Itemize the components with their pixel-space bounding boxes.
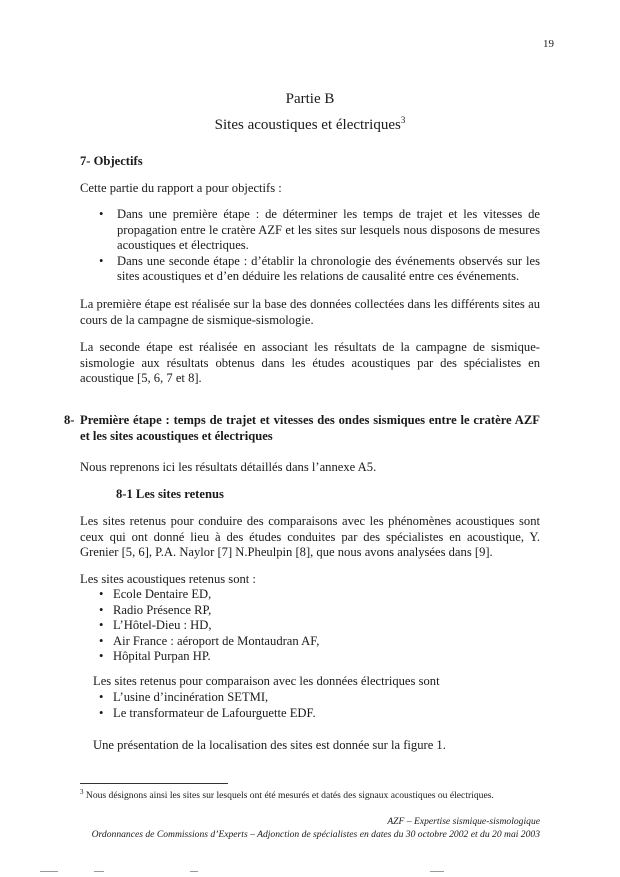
list-item <box>95 649 515 665</box>
bullet-icon: • <box>99 690 104 704</box>
part-title: Partie B <box>285 91 335 107</box>
acoustic-sites-intro: Les sites acoustiques retenus sont : <box>80 572 256 586</box>
list-item <box>95 603 515 619</box>
page-number: 19 <box>543 38 554 50</box>
list-item <box>95 706 515 722</box>
site-name: Le transformateur de Lafourguette EDF. <box>113 705 316 720</box>
footnote-mark: 3 <box>80 787 84 796</box>
site-name: L’usine d’incinération SETMI, <box>113 690 269 704</box>
bullet-icon: • <box>99 602 104 617</box>
section-8-heading <box>64 413 540 444</box>
objective-text: Dans une première étape : de déterminer les temps de trajet et les vitesses de propagation entre le cratère AZF et les sites sur lesquels nous disposons de mesures acoustiques et électriques. <box>117 207 540 252</box>
scan-artifact <box>94 871 104 872</box>
figure-reference-sentence: Une présentation de la localisation des sites est donnée sur la figure 1. <box>93 738 446 752</box>
section-7-intro: Cette partie du rapport a pour objectifs : <box>80 181 282 195</box>
footnote <box>80 787 494 802</box>
site-name: Ecole Dentaire ED, <box>113 587 212 601</box>
list-item <box>95 207 540 254</box>
section-7-heading: 7- Objectifs <box>80 154 143 168</box>
footnote-reference[interactable]: 3 <box>400 115 406 125</box>
scan-artifact <box>40 871 58 872</box>
section-7-paragraph-2: La seconde étape est réalisée en associant les résultats de la campagne de sismique-sismologie aux résultats obtenus dans les études acoustiques par des spécialistes en acoustique [5, 6, 7 et 8]. <box>80 340 540 385</box>
section-8-paragraph: Les sites retenus pour conduire des comparaisons avec les phénomènes acoustiques sont ceux qui ont donné lieu à des études conduites par des spécialistes en acoustique, Y. Grenier [5, 6], P.A. Naylor [7] N.Pheulpin [8], que nous avons analysées dans [9]. <box>80 514 540 559</box>
section-7-paragraph-1: La première étape est réalisée sur la base des données collectées dans les différents sites au cours de la campagne de sismique-sismologie. <box>80 297 540 327</box>
objectives-list <box>95 207 540 285</box>
list-item <box>95 618 515 634</box>
list-item <box>95 254 540 285</box>
bullet-icon: • <box>99 587 104 601</box>
footer-line-1: AZF – Expertise sismique-sismologique <box>387 816 540 827</box>
electric-sites-list <box>95 690 515 721</box>
site-name: Hôpital Purpan HP. <box>113 649 211 663</box>
acoustic-sites-list <box>95 587 515 665</box>
footnote-text: Nous désignons ainsi les sites sur lesquels ont été mesurés et datés des signaux acoustiques ou électriques. <box>85 790 494 801</box>
section-8-intro: Nous reprenons ici les résultats détaillés dans l’annexe A5. <box>80 460 377 474</box>
subsection-8-1-heading: 8-1 Les sites retenus <box>116 487 224 501</box>
objective-text: Dans une seconde étape : d’établir la chronologie des événements observés sur les sites acoustiques et d’en déduire les relations de causalité entre ces événements. <box>117 253 540 283</box>
site-name: Radio Présence RP, <box>113 602 212 617</box>
scan-artifact <box>430 871 444 872</box>
site-name: L’Hôtel-Dieu : HD, <box>113 618 212 632</box>
section-8-title: Première étape : temps de trajet et vitesses des ondes sismiques entre le cratère AZF et les sites acoustiques et électriques <box>80 413 540 443</box>
list-item <box>95 690 515 706</box>
bullet-icon: • <box>99 649 104 663</box>
bullet-icon: • <box>99 618 104 632</box>
part-subtitle-text: Sites acoustiques et électriques <box>214 117 401 133</box>
list-item <box>95 587 515 603</box>
bullet-icon: • <box>99 253 104 268</box>
scan-artifact <box>190 871 198 872</box>
footer-line-2: Ordonnances de Commissions d’Experts – Adjonction de spécialistes en dates du 30 octobre 2002 et du 20 mai 2003 <box>91 829 540 840</box>
bullet-icon: • <box>99 705 104 720</box>
electric-sites-intro: Les sites retenus pour comparaison avec les données électriques sont <box>93 674 440 688</box>
part-subtitle <box>0 115 620 134</box>
footnote-divider <box>80 783 228 784</box>
bullet-icon: • <box>99 207 104 221</box>
bullet-icon: • <box>99 633 104 648</box>
section-8-number: 8- <box>64 413 75 427</box>
site-name: Air France : aéroport de Montaudran AF, <box>113 633 320 648</box>
list-item <box>95 634 515 650</box>
